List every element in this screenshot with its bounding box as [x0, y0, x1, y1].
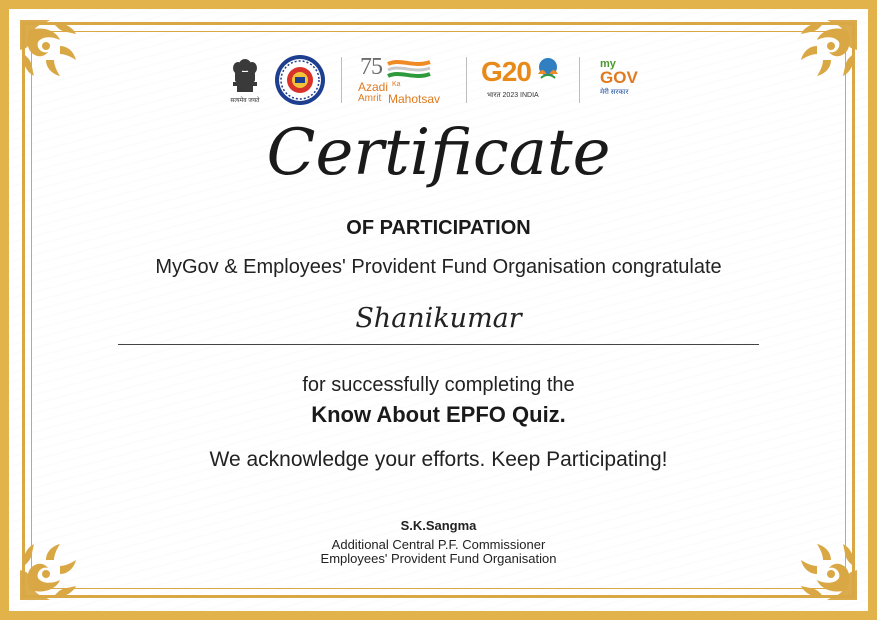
mygov-gov: GOV [600, 68, 638, 87]
logo-strip [0, 48, 877, 112]
signatory-name: S.K.Sangma [400, 518, 477, 533]
certificate-subtitle: OF PARTICIPATION [346, 217, 531, 239]
azadi-ka-amrit-mahotsav-logo [356, 50, 452, 110]
mygov-my: my [600, 58, 616, 70]
g20-wordmark: G20 [481, 56, 531, 87]
logo-divider [341, 57, 342, 103]
signatory-organisation: Employees' Provident Fund Organisation [320, 551, 557, 566]
emblem-caption: सत्यमेव जयते [230, 97, 260, 104]
azadi-word: Azadi [358, 80, 389, 94]
completion-text: for successfully completing the [302, 374, 575, 396]
lotus-globe-icon [535, 56, 561, 82]
epfo-seal-icon [273, 53, 327, 107]
ka-word: Ka [392, 81, 401, 88]
azadi-75-mark: 75 [360, 54, 382, 80]
tricolor-flag-icon [386, 58, 432, 80]
logo-divider [466, 57, 467, 103]
g20-logo [481, 50, 565, 110]
national-emblem-logo [223, 48, 267, 112]
congratulation-text: MyGov & Employees' Provident Fund Organisation congratulate [155, 256, 722, 278]
epfo-logo [273, 48, 327, 112]
certificate-title: Certificate [266, 116, 611, 190]
recipient-underline [118, 344, 759, 345]
mygov-logo [594, 50, 654, 110]
signatory-title: Additional Central P.F. Commissioner [331, 537, 546, 552]
acknowledgement-text: We acknowledge your efforts. Keep Participating! [209, 448, 668, 471]
amrit-word: Amrit [358, 93, 382, 104]
mahotsav-word: Mahotsav [388, 92, 441, 106]
g20-caption: भारत 2023 INDIA [487, 92, 539, 99]
lion-capital-icon [230, 57, 260, 95]
recipient-name: Shanikumar [355, 303, 522, 334]
quiz-name: Know About EPFO Quiz. [311, 402, 566, 427]
mygov-caption: मेरी सरकार [600, 89, 629, 96]
logo-divider [579, 57, 580, 103]
